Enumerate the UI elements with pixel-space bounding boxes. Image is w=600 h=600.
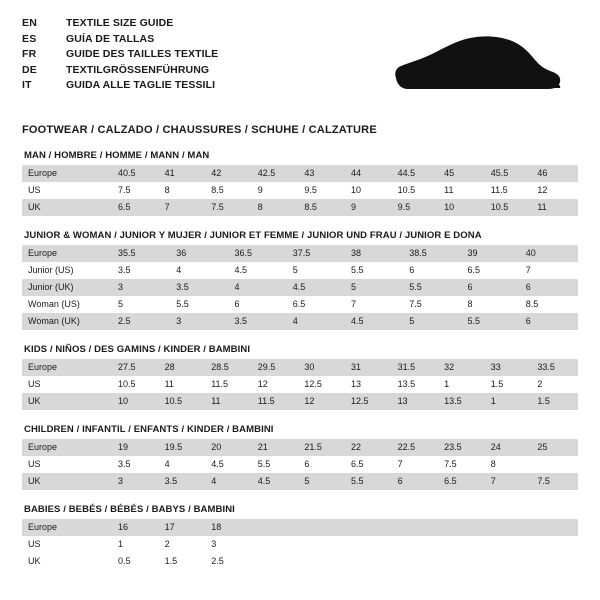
size-group-kids bbox=[22, 344, 578, 410]
cell: 31 bbox=[345, 359, 392, 376]
cell: 2.5 bbox=[205, 553, 252, 570]
cell: 4.5 bbox=[345, 313, 403, 330]
cell: 6 bbox=[462, 279, 520, 296]
row-label: US bbox=[22, 182, 112, 199]
dress-shoe-icon bbox=[378, 32, 568, 102]
cell: 6 bbox=[392, 473, 439, 490]
cell: 3 bbox=[205, 536, 252, 553]
cell: 28.5 bbox=[205, 359, 252, 376]
cell: 10.5 bbox=[159, 393, 206, 410]
cell: 44.5 bbox=[392, 165, 439, 182]
cell: 22 bbox=[345, 439, 392, 456]
cell bbox=[392, 536, 439, 553]
cell: 8 bbox=[252, 199, 299, 216]
cell: 8 bbox=[159, 182, 206, 199]
row-label: Junior (US) bbox=[22, 262, 112, 279]
table-row bbox=[22, 296, 578, 313]
language-code: FR bbox=[22, 48, 37, 60]
language-title: GUIDE DES TAILLES TEXTILE bbox=[66, 48, 219, 60]
cell: 7.5 bbox=[205, 199, 252, 216]
cell bbox=[531, 553, 578, 570]
cell: 11 bbox=[438, 182, 485, 199]
cell: 27.5 bbox=[112, 359, 159, 376]
cell bbox=[252, 536, 299, 553]
cell: 5 bbox=[345, 279, 403, 296]
cell: 10.5 bbox=[112, 376, 159, 393]
cell: 43 bbox=[298, 165, 345, 182]
cell: 25 bbox=[531, 439, 578, 456]
table-row bbox=[22, 519, 578, 536]
document-header bbox=[22, 16, 578, 108]
cell: 37.5 bbox=[287, 245, 345, 262]
cell: 39 bbox=[462, 245, 520, 262]
cell: 8.5 bbox=[205, 182, 252, 199]
row-label: Woman (US) bbox=[22, 296, 112, 313]
row-label: UK bbox=[22, 393, 112, 410]
cell: 42 bbox=[205, 165, 252, 182]
table-row bbox=[22, 376, 578, 393]
size-group-children bbox=[22, 424, 578, 490]
cell: 9 bbox=[345, 199, 392, 216]
cell: 4 bbox=[205, 473, 252, 490]
size-group-man bbox=[22, 150, 578, 216]
cell: 7.5 bbox=[531, 473, 578, 490]
cell: 38.5 bbox=[403, 245, 461, 262]
size-table-babies bbox=[22, 519, 578, 570]
cell bbox=[252, 553, 299, 570]
language-row bbox=[22, 78, 218, 94]
cell bbox=[298, 536, 345, 553]
language-row bbox=[22, 63, 218, 79]
cell: 3.5 bbox=[112, 262, 170, 279]
cell: 35.5 bbox=[112, 245, 170, 262]
cell: 4.5 bbox=[252, 473, 299, 490]
row-label: US bbox=[22, 456, 112, 473]
cell: 3 bbox=[112, 279, 170, 296]
cell: 6.5 bbox=[438, 473, 485, 490]
cell: 6.5 bbox=[345, 456, 392, 473]
row-label: Junior (UK) bbox=[22, 279, 112, 296]
language-title: GUÍA DE TALLAS bbox=[66, 32, 155, 45]
cell: 4 bbox=[287, 313, 345, 330]
cell: 38 bbox=[345, 245, 403, 262]
cell: 24 bbox=[485, 439, 532, 456]
cell: 10 bbox=[112, 393, 159, 410]
table-row bbox=[22, 536, 578, 553]
cell: 5.5 bbox=[345, 262, 403, 279]
cell: 40.5 bbox=[112, 165, 159, 182]
cell: 8 bbox=[485, 456, 532, 473]
cell: 2.5 bbox=[112, 313, 170, 330]
cell: 12.5 bbox=[345, 393, 392, 410]
cell: 36.5 bbox=[229, 245, 287, 262]
cell: 12 bbox=[531, 182, 578, 199]
table-row bbox=[22, 313, 578, 330]
cell: 1 bbox=[485, 393, 532, 410]
row-label: UK bbox=[22, 199, 112, 216]
cell: 11.5 bbox=[485, 182, 532, 199]
cell: 20 bbox=[205, 439, 252, 456]
row-label: US bbox=[22, 376, 112, 393]
group-title: MAN / HOMBRE / HOMME / MANN / MAN bbox=[24, 150, 210, 161]
cell: 9.5 bbox=[392, 199, 439, 216]
cell: 32 bbox=[438, 359, 485, 376]
group-title: JUNIOR & WOMAN / JUNIOR Y MUJER / JUNIOR ET FEMME / JUNIOR UND FRAU / JUNIOR E DONA bbox=[24, 230, 482, 241]
size-table-children bbox=[22, 439, 578, 490]
cell: 33.5 bbox=[531, 359, 578, 376]
cell: 11 bbox=[159, 376, 206, 393]
cell: 29.5 bbox=[252, 359, 299, 376]
table-row bbox=[22, 165, 578, 182]
cell: 5.5 bbox=[252, 456, 299, 473]
cell: 13.5 bbox=[392, 376, 439, 393]
cell: 5.5 bbox=[403, 279, 461, 296]
cell: 7.5 bbox=[438, 456, 485, 473]
row-label: Woman (UK) bbox=[22, 313, 112, 330]
cell bbox=[485, 536, 532, 553]
language-code: DE bbox=[22, 63, 37, 76]
cell: 2 bbox=[531, 376, 578, 393]
cell: 4 bbox=[159, 456, 206, 473]
language-row bbox=[22, 32, 218, 48]
cell: 5.5 bbox=[170, 296, 228, 313]
cell: 16 bbox=[112, 519, 159, 536]
cell: 9 bbox=[252, 182, 299, 199]
cell: 11 bbox=[531, 199, 578, 216]
cell: 31.5 bbox=[392, 359, 439, 376]
cell: 12 bbox=[252, 376, 299, 393]
size-group-babies bbox=[22, 504, 578, 570]
cell: 11.5 bbox=[252, 393, 299, 410]
cell bbox=[392, 519, 439, 536]
section-title: FOOTWEAR / CALZADO / CHAUSSURES / SCHUHE / CALZATURE bbox=[22, 124, 377, 136]
cell: 1.5 bbox=[485, 376, 532, 393]
language-title: TEXTILGRÖSSENFÜHRUNG bbox=[66, 63, 210, 76]
cell: 6.5 bbox=[462, 262, 520, 279]
cell: 2 bbox=[159, 536, 206, 553]
row-label: Europe bbox=[22, 165, 112, 182]
row-label: UK bbox=[22, 473, 112, 490]
cell bbox=[531, 519, 578, 536]
cell: 7.5 bbox=[112, 182, 159, 199]
cell: 0.5 bbox=[112, 553, 159, 570]
cell: 12.5 bbox=[298, 376, 345, 393]
cell: 3.5 bbox=[159, 473, 206, 490]
table-row bbox=[22, 553, 578, 570]
cell: 10.5 bbox=[485, 199, 532, 216]
cell: 22.5 bbox=[392, 439, 439, 456]
group-title: BABIES / BEBÉS / BÉBÉS / BABYS / BAMBINI bbox=[24, 504, 235, 515]
cell bbox=[298, 553, 345, 570]
cell: 7 bbox=[392, 456, 439, 473]
cell: 3.5 bbox=[170, 279, 228, 296]
cell: 3 bbox=[170, 313, 228, 330]
cell bbox=[345, 553, 392, 570]
table-row bbox=[22, 262, 578, 279]
table-row bbox=[22, 473, 578, 490]
cell: 4 bbox=[170, 262, 228, 279]
language-row bbox=[22, 47, 218, 63]
cell: 30 bbox=[298, 359, 345, 376]
table-row bbox=[22, 359, 578, 376]
cell: 33 bbox=[485, 359, 532, 376]
cell: 4.5 bbox=[229, 262, 287, 279]
cell: 11.5 bbox=[205, 376, 252, 393]
cell: 6.5 bbox=[112, 199, 159, 216]
group-title: CHILDREN / INFANTIL / ENFANTS / KINDER / BAMBINI bbox=[24, 424, 274, 435]
cell: 5 bbox=[403, 313, 461, 330]
cell: 1 bbox=[438, 376, 485, 393]
cell bbox=[485, 519, 532, 536]
cell: 1.5 bbox=[531, 393, 578, 410]
group-title: KIDS / NIÑOS / DES GAMINS / KINDER / BAMBINI bbox=[24, 344, 251, 355]
cell: 12 bbox=[298, 393, 345, 410]
cell: 7.5 bbox=[403, 296, 461, 313]
size-table-man bbox=[22, 165, 578, 216]
cell: 7 bbox=[159, 199, 206, 216]
cell: 1.5 bbox=[159, 553, 206, 570]
row-label: Europe bbox=[22, 519, 112, 536]
cell bbox=[438, 553, 485, 570]
cell: 5 bbox=[112, 296, 170, 313]
cell: 13.5 bbox=[438, 393, 485, 410]
cell: 28 bbox=[159, 359, 206, 376]
row-label: Europe bbox=[22, 439, 112, 456]
size-group-junior-woman bbox=[22, 230, 578, 330]
cell: 5 bbox=[298, 473, 345, 490]
size-table-junior-woman bbox=[22, 245, 578, 330]
row-label: US bbox=[22, 536, 112, 553]
cell bbox=[531, 536, 578, 553]
cell: 9.5 bbox=[298, 182, 345, 199]
cell: 7 bbox=[520, 262, 578, 279]
cell: 21 bbox=[252, 439, 299, 456]
cell: 3.5 bbox=[112, 456, 159, 473]
language-title: TEXTILE SIZE GUIDE bbox=[66, 17, 174, 29]
cell: 8 bbox=[462, 296, 520, 313]
cell: 1 bbox=[112, 536, 159, 553]
cell: 5 bbox=[287, 262, 345, 279]
cell: 36 bbox=[170, 245, 228, 262]
cell bbox=[531, 456, 578, 473]
cell: 7 bbox=[345, 296, 403, 313]
cell: 10.5 bbox=[392, 182, 439, 199]
cell: 5.5 bbox=[462, 313, 520, 330]
cell bbox=[298, 519, 345, 536]
cell bbox=[392, 553, 439, 570]
language-title: GUIDA ALLE TAGLIE TESSILI bbox=[66, 79, 216, 91]
cell bbox=[345, 536, 392, 553]
cell bbox=[345, 519, 392, 536]
table-row bbox=[22, 439, 578, 456]
cell: 3 bbox=[112, 473, 159, 490]
language-title-list bbox=[22, 16, 218, 94]
cell: 10 bbox=[438, 199, 485, 216]
cell: 42.5 bbox=[252, 165, 299, 182]
cell bbox=[485, 553, 532, 570]
cell: 6.5 bbox=[287, 296, 345, 313]
cell: 6 bbox=[520, 279, 578, 296]
cell: 44 bbox=[345, 165, 392, 182]
cell: 46 bbox=[531, 165, 578, 182]
table-row bbox=[22, 199, 578, 216]
cell: 13 bbox=[345, 376, 392, 393]
row-label: UK bbox=[22, 553, 112, 570]
cell: 19.5 bbox=[159, 439, 206, 456]
cell: 45 bbox=[438, 165, 485, 182]
cell: 6 bbox=[298, 456, 345, 473]
row-label: Europe bbox=[22, 359, 112, 376]
cell: 6 bbox=[229, 296, 287, 313]
cell bbox=[438, 536, 485, 553]
cell bbox=[252, 519, 299, 536]
table-row bbox=[22, 279, 578, 296]
cell: 40 bbox=[520, 245, 578, 262]
language-code: EN bbox=[22, 17, 37, 29]
cell: 10 bbox=[345, 182, 392, 199]
language-row bbox=[22, 16, 218, 32]
table-row bbox=[22, 182, 578, 199]
table-row bbox=[22, 456, 578, 473]
language-code: IT bbox=[22, 79, 32, 91]
cell: 8.5 bbox=[520, 296, 578, 313]
size-table-kids bbox=[22, 359, 578, 410]
cell: 13 bbox=[392, 393, 439, 410]
cell: 18 bbox=[205, 519, 252, 536]
table-row bbox=[22, 393, 578, 410]
cell: 6 bbox=[403, 262, 461, 279]
cell: 6 bbox=[520, 313, 578, 330]
cell: 5.5 bbox=[345, 473, 392, 490]
language-code: ES bbox=[22, 32, 37, 45]
cell: 41 bbox=[159, 165, 206, 182]
table-row bbox=[22, 245, 578, 262]
cell: 7 bbox=[485, 473, 532, 490]
cell: 11 bbox=[205, 393, 252, 410]
cell: 45.5 bbox=[485, 165, 532, 182]
cell: 8.5 bbox=[298, 199, 345, 216]
cell: 21.5 bbox=[298, 439, 345, 456]
cell: 23.5 bbox=[438, 439, 485, 456]
cell: 4.5 bbox=[205, 456, 252, 473]
row-label: Europe bbox=[22, 245, 112, 262]
cell: 4.5 bbox=[287, 279, 345, 296]
cell: 17 bbox=[159, 519, 206, 536]
cell bbox=[438, 519, 485, 536]
cell: 19 bbox=[112, 439, 159, 456]
cell: 4 bbox=[229, 279, 287, 296]
cell: 3.5 bbox=[229, 313, 287, 330]
